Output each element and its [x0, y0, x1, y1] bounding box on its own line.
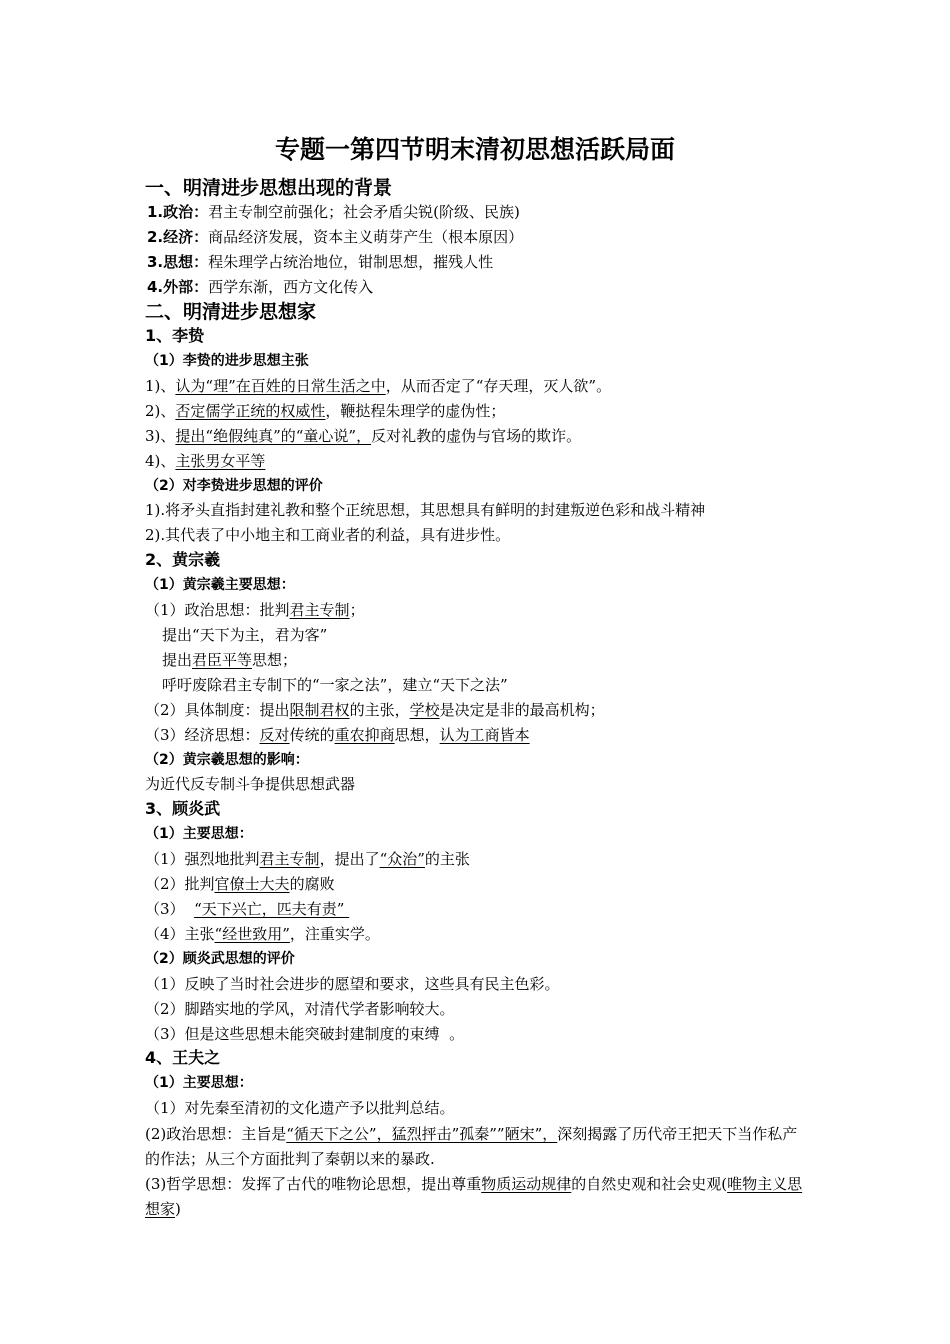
huang-point-people-master: 提出“天下为主，君为客”: [162, 626, 328, 644]
huang-point-system: （2）具体制度：提出限制君权的主张，学校是决定是非的最高机构；: [145, 701, 605, 719]
underlined-text: “众治”: [379, 850, 425, 868]
underlined-text: 否定儒学正统的权威性: [175, 402, 326, 420]
gu-point-2: （2）批判官僚士大夫的腐败: [145, 875, 335, 893]
huang-point-economy: （3）经济思想：反对传统的重农抑商思想，认为工商皆本: [145, 726, 530, 744]
background-item-external: [147, 276, 373, 298]
item-key: 1.政治：: [147, 203, 209, 221]
item-key: 2.经济：: [147, 228, 209, 246]
huang-point-politics: （1）政治思想：批判君主专制；: [145, 601, 365, 619]
subheading-gu-ideas: （1）主要思想：: [145, 826, 253, 842]
underlined-text: “经世致用”: [214, 925, 290, 943]
lizhi-point-3: 3)、提出“绝假纯真”的“童心说”，反对礼教的虚伪与官场的欺诈。: [145, 427, 582, 445]
item-value: 西学东渐，西方文化传入: [208, 278, 374, 296]
underlined-text: 重农抑商: [334, 726, 395, 744]
item-key: 3.思想：: [147, 253, 209, 271]
lizhi-point-1: 1)、认为“理”在百姓的日常生活之中，从而否定了“存天理，灭人欲”。: [145, 377, 612, 395]
underlined-text: 认为“理”在百姓的日常生活之中: [175, 377, 386, 395]
gu-point-4: （4）主张“经世致用”，注重实学。: [145, 925, 380, 943]
section-heading-thinkers: 二、明清进步思想家: [145, 301, 317, 323]
wang-point-1: （1）对先秦至清初的文化遗产予以批判总结。: [145, 1099, 455, 1117]
thinker-heading-lizhi: 1、李贽: [145, 326, 205, 345]
underlined-text: 官僚士大夫: [214, 875, 290, 893]
lizhi-point-4: 4)、主张男女平等: [145, 452, 266, 470]
wang-point-philosophy: (3)哲学思想：发挥了古代的唯物论思想，提出尊重物质运动规律的自然史观和社会史观(唯物主义思想家): [145, 1175, 803, 1218]
item-value: 商品经济发展，资本主义萌芽产生（根本原因）: [208, 228, 524, 246]
background-item-politics: [147, 201, 520, 223]
lizhi-point-2: 2)、否定儒学正统的权威性，鞭挞程朱理学的虚伪性；: [145, 402, 506, 420]
background-item-thought: [147, 251, 493, 273]
subheading-gu-evaluation: （2）顾炎武思想的评价: [145, 951, 295, 967]
section-heading-background: 一、明清进步思想出现的背景: [145, 177, 393, 199]
underlined-text: “天下兴亡，匹夫有责”: [194, 900, 350, 918]
lizhi-evaluation-2: 2).其代表了中小地主和工商业者的利益，具有进步性。: [145, 526, 511, 544]
subheading-lizhi-ideas: （1）李贽的进步思想主张: [145, 353, 309, 369]
huang-point-law: 呼吁废除君主专制下的“一家之法”，建立“天下之法”: [162, 676, 508, 694]
underlined-text: 限制君权: [289, 701, 350, 719]
thinker-heading-huang: 2、黄宗羲: [145, 550, 221, 569]
underlined-text: 认为工商皆本: [439, 726, 530, 744]
underlined-text: 反对: [259, 726, 290, 744]
underlined-text: 物质运动规律: [481, 1175, 572, 1193]
underlined-text: 提出“绝假纯真”的“童心说”，: [175, 427, 372, 445]
background-item-economy: [147, 226, 523, 248]
gu-point-3: （3） “天下兴亡，匹夫有责”: [145, 900, 350, 918]
huang-influence: 为近代反专制斗争提供思想武器: [145, 775, 356, 793]
subheading-lizhi-evaluation: （2）对李贽进步思想的评价: [145, 478, 323, 494]
underlined-text: 学校: [409, 701, 440, 719]
underlined-text: “循天下之公”，猛烈抨击”孤秦””陋宋”，: [286, 1125, 558, 1143]
underlined-text: 唯物主义思想家: [145, 1175, 803, 1218]
underlined-text: 君主专制: [289, 601, 350, 619]
gu-evaluation-2: （2）脚踏实地的学风，对清代学者影响较大。: [145, 1000, 455, 1018]
thinker-heading-wang: 4、王夫之: [145, 1048, 221, 1067]
underlined-text: 君主专制: [259, 850, 320, 868]
lizhi-evaluation-1: 1).将矛头直指封建礼教和整个正统思想，其思想具有鲜明的封建叛逆色彩和战斗精神: [145, 501, 706, 519]
item-key: 4.外部：: [147, 278, 209, 296]
item-value: 君主专制空前强化；社会矛盾尖锐(阶级、民族): [208, 203, 520, 221]
underlined-text: 君臣平等: [192, 651, 253, 669]
gu-evaluation-1: （1）反映了当时社会进步的愿望和要求，这些具有民主色彩。: [145, 975, 560, 993]
huang-point-equality: 提出君臣平等思想；: [162, 651, 298, 669]
gu-point-1: （1）强烈地批判君主专制，提出了“众治”的主张: [145, 850, 470, 868]
subheading-huang-influence: （2）黄宗羲思想的影响：: [145, 752, 309, 768]
item-value: 程朱理学占统治地位，钳制思想，摧残人性: [208, 253, 494, 271]
underlined-text: 主张男女平等: [175, 452, 266, 470]
thinker-heading-gu: 3、顾炎武: [145, 799, 221, 818]
wang-point-politics: (2)政治思想：主旨是“循天下之公”，猛烈抨击”孤秦””陋宋”，深刻揭露了历代帝王把天下当作私产的作法；从三个方面批判了秦朝以来的暴政.: [145, 1125, 798, 1168]
subheading-wang-ideas: （1）主要思想：: [145, 1075, 253, 1091]
gu-evaluation-3: （3）但是这些思想未能突破封建制度的束缚 。: [145, 1025, 465, 1043]
page-title: 专题一第四节明末清初思想活跃局面: [274, 135, 675, 164]
subheading-huang-ideas: （1）黄宗羲主要思想：: [145, 577, 295, 593]
